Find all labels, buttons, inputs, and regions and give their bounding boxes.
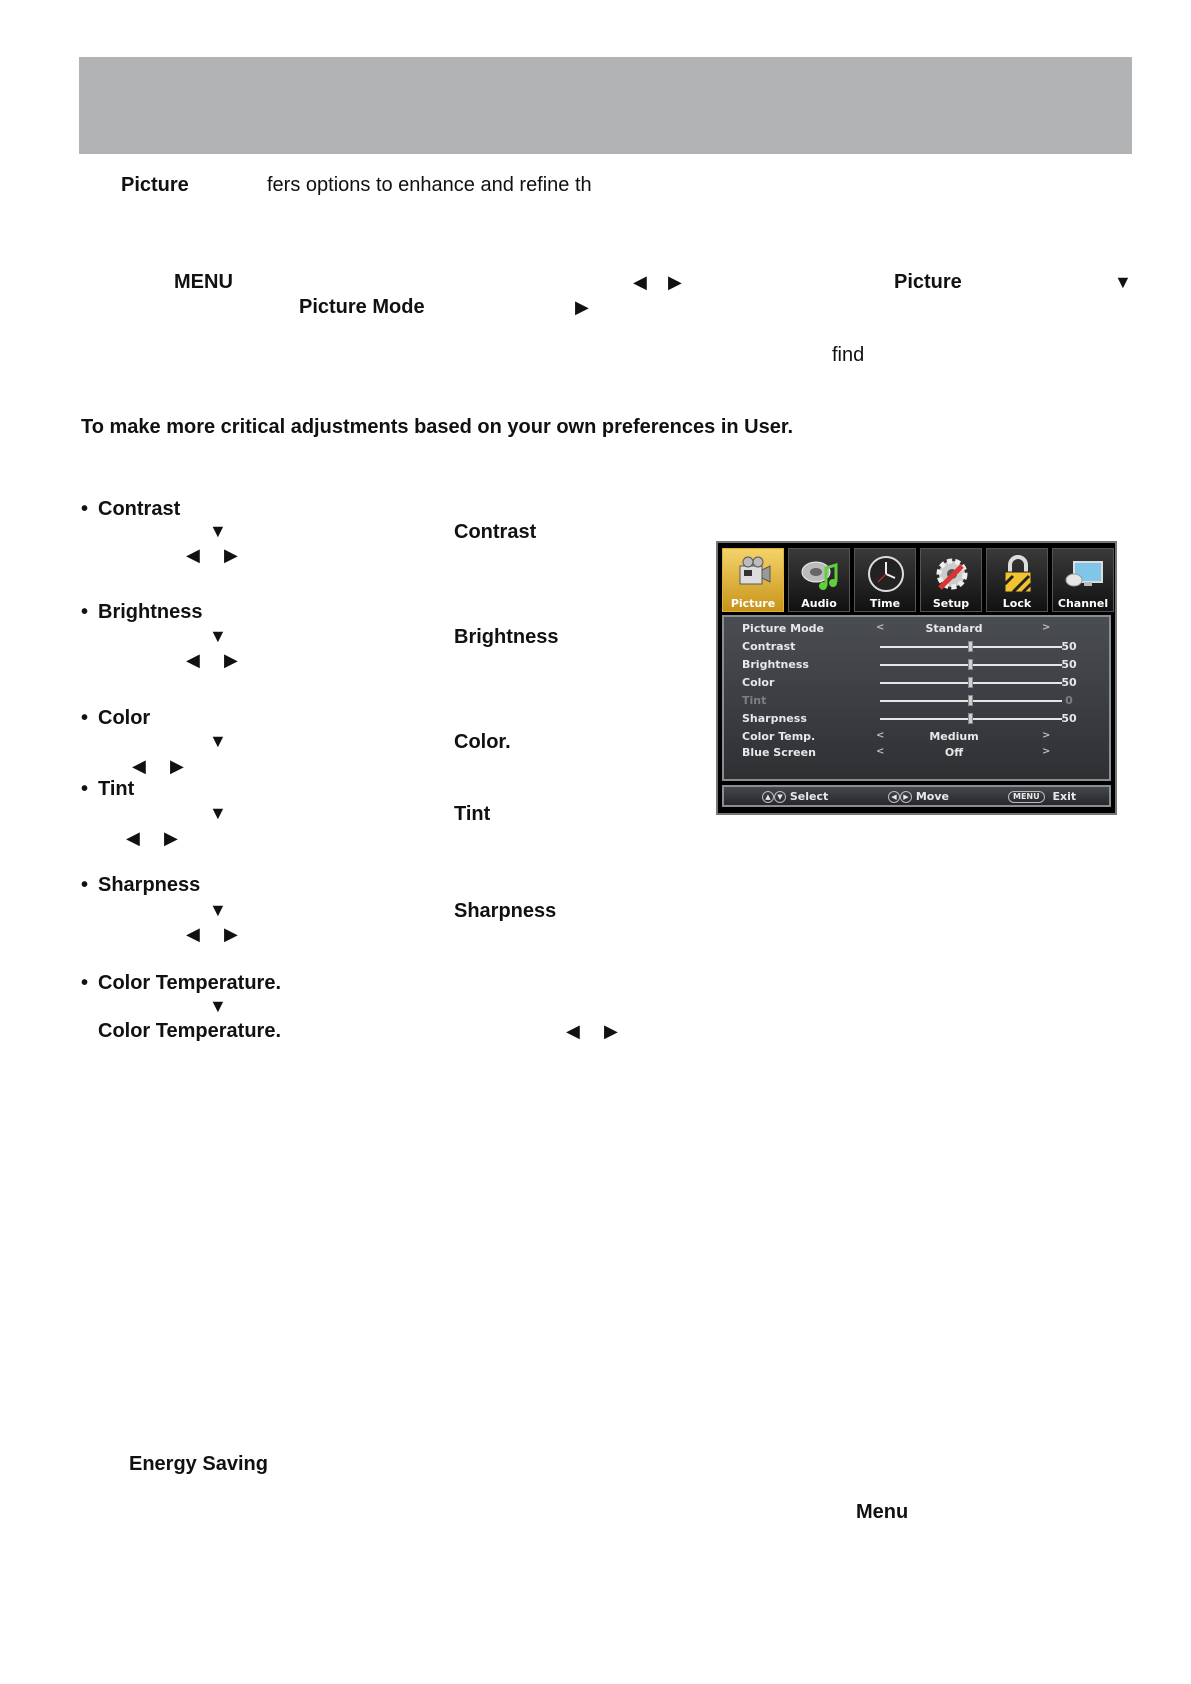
- down-arrow-icon: ▼: [209, 731, 227, 751]
- tab-channel[interactable]: [1052, 548, 1114, 612]
- tint-slider: [880, 700, 1062, 702]
- menu-button-icon: MENU: [1008, 791, 1045, 803]
- brightness-slider[interactable]: [880, 664, 1062, 666]
- find-word: find: [832, 344, 865, 366]
- tab-label: Time: [869, 597, 901, 610]
- slider-knob[interactable]: [968, 713, 973, 724]
- picture-mode-label: Picture Mode: [299, 296, 425, 318]
- chevron-left-icon: <: [876, 730, 885, 741]
- tv-dish-icon: [1064, 554, 1104, 594]
- color-title: Color: [98, 707, 151, 729]
- tab-label: Lock: [1002, 597, 1032, 610]
- intro-label: Picture: [121, 174, 189, 196]
- header-band: [79, 57, 1132, 154]
- energy-saving-label: Energy Saving: [129, 1453, 268, 1475]
- tab-label: Channel: [1057, 597, 1109, 610]
- row-option: Medium: [929, 730, 979, 743]
- row-value: 50: [1061, 640, 1077, 653]
- left-arrow-icon: ◀: [566, 1021, 580, 1041]
- sharpness-title: Sharpness: [98, 874, 201, 896]
- row-option: Standard: [925, 622, 983, 635]
- row-tint: [724, 693, 1109, 709]
- row-label: Contrast: [742, 640, 796, 653]
- slider-knob[interactable]: [968, 641, 973, 652]
- menu-options-panel: [722, 615, 1111, 781]
- intro-text: fers options to enhance and refine th: [267, 174, 592, 196]
- row-label: Picture Mode: [742, 622, 824, 635]
- right-button-icon: ▶: [900, 791, 912, 803]
- row-value: 50: [1061, 676, 1077, 689]
- row-value: 50: [1061, 658, 1077, 671]
- down-arrow-icon: ▼: [209, 521, 227, 541]
- bullet: •: [81, 707, 89, 729]
- row-label: Color Temp.: [742, 730, 816, 743]
- chevron-left-icon: <: [876, 746, 885, 757]
- chevron-right-icon: >: [1042, 622, 1051, 633]
- nav-picture-label: Picture: [894, 271, 962, 293]
- right-arrow-icon: ▶: [604, 1021, 618, 1041]
- chevron-left-icon: <: [876, 622, 885, 633]
- right-arrow-icon: ▶: [668, 272, 682, 292]
- bullet: •: [81, 601, 89, 623]
- row-label: Tint: [742, 694, 767, 707]
- left-button-icon: ◀: [888, 791, 900, 803]
- left-arrow-icon: ◀: [186, 650, 200, 670]
- row-label: Brightness: [742, 658, 809, 671]
- right-arrow-icon: ▶: [224, 545, 238, 565]
- row-color[interactable]: [724, 675, 1109, 691]
- row-contrast[interactable]: [724, 639, 1109, 655]
- tab-label: Setup: [932, 597, 970, 610]
- row-label: Sharpness: [742, 712, 807, 725]
- left-arrow-icon: ◀: [186, 924, 200, 944]
- tab-time[interactable]: [854, 548, 916, 612]
- sharpness-ref: Sharpness: [454, 900, 557, 922]
- brightness-ref: Brightness: [454, 626, 559, 648]
- hint-exit-label: Exit: [1052, 790, 1077, 803]
- row-color-temp[interactable]: [724, 729, 1109, 745]
- contrast-title: Contrast: [98, 498, 181, 520]
- speaker-music-icon: [800, 554, 840, 594]
- left-arrow-icon: ◀: [186, 545, 200, 565]
- slider-knob: [968, 695, 973, 706]
- menu-word: Menu: [856, 1501, 909, 1523]
- tab-setup[interactable]: [920, 548, 982, 612]
- tint-title: Tint: [98, 778, 135, 800]
- row-value: 50: [1061, 712, 1077, 725]
- tab-label: Audio: [801, 597, 837, 610]
- row-brightness[interactable]: [724, 657, 1109, 673]
- row-label: Color: [742, 676, 775, 689]
- slider-knob[interactable]: [968, 677, 973, 688]
- bullet: •: [81, 972, 89, 994]
- sharpness-slider[interactable]: [880, 718, 1062, 720]
- tab-lock[interactable]: [986, 548, 1048, 612]
- down-arrow-icon: ▼: [209, 803, 227, 823]
- row-option: Off: [944, 746, 964, 759]
- right-arrow-icon: ▶: [170, 756, 184, 776]
- color-temp-ref: Color Temperature.: [98, 1020, 281, 1042]
- tab-picture[interactable]: [722, 548, 784, 612]
- menu-tab-bar: [722, 548, 1114, 612]
- left-arrow-icon: ◀: [126, 828, 140, 848]
- hint-exit: [1008, 790, 1076, 803]
- clock-icon: [866, 554, 906, 594]
- down-arrow-icon: ▼: [209, 996, 227, 1016]
- menu-hint-bar: [722, 785, 1111, 807]
- contrast-ref: Contrast: [454, 521, 537, 543]
- gear-wrench-icon: [932, 554, 972, 594]
- chevron-right-icon: >: [1042, 746, 1051, 757]
- bullet: •: [81, 498, 89, 520]
- color-ref: Color.: [454, 731, 511, 753]
- right-arrow-icon: ▶: [164, 828, 178, 848]
- down-button-icon: ▼: [774, 791, 786, 803]
- bullet: •: [81, 874, 89, 896]
- down-arrow-icon: ▼: [209, 626, 227, 646]
- slider-knob[interactable]: [968, 659, 973, 670]
- hint-move-label: Move: [915, 790, 949, 803]
- hint-select-label: Select: [789, 790, 829, 803]
- contrast-slider[interactable]: [880, 646, 1062, 648]
- hint-move: [888, 790, 949, 803]
- chevron-right-icon: >: [1042, 730, 1051, 741]
- row-picture-mode[interactable]: [724, 621, 1109, 637]
- camera-icon: [734, 554, 774, 594]
- row-sharpness[interactable]: [724, 711, 1109, 727]
- hint-select: [762, 790, 828, 803]
- right-arrow-icon: ▶: [224, 924, 238, 944]
- brightness-title: Brightness: [98, 601, 203, 623]
- bullet: •: [81, 778, 89, 800]
- up-button-icon: ▲: [762, 791, 774, 803]
- row-blue-screen[interactable]: [724, 745, 1109, 761]
- lock-icon: [998, 554, 1038, 594]
- tab-audio[interactable]: [788, 548, 850, 612]
- down-arrow-icon: ▼: [209, 900, 227, 920]
- tab-label: Picture: [730, 597, 776, 610]
- row-value: 0: [1065, 694, 1073, 707]
- color-temp-title: Color Temperature.: [98, 972, 281, 994]
- menu-key: MENU: [174, 271, 233, 293]
- tint-ref: Tint: [454, 803, 491, 825]
- left-arrow-icon: ◀: [633, 272, 647, 292]
- left-arrow-icon: ◀: [132, 756, 146, 776]
- right-arrow-icon: ▶: [575, 297, 589, 317]
- section-heading: To make more critical adjustments based on your own preferences in User.: [81, 416, 794, 438]
- down-arrow-icon: ▼: [1114, 272, 1132, 292]
- row-label: Blue Screen: [742, 746, 816, 759]
- right-arrow-icon: ▶: [224, 650, 238, 670]
- color-slider[interactable]: [880, 682, 1062, 684]
- tv-picture-menu: [716, 541, 1117, 815]
